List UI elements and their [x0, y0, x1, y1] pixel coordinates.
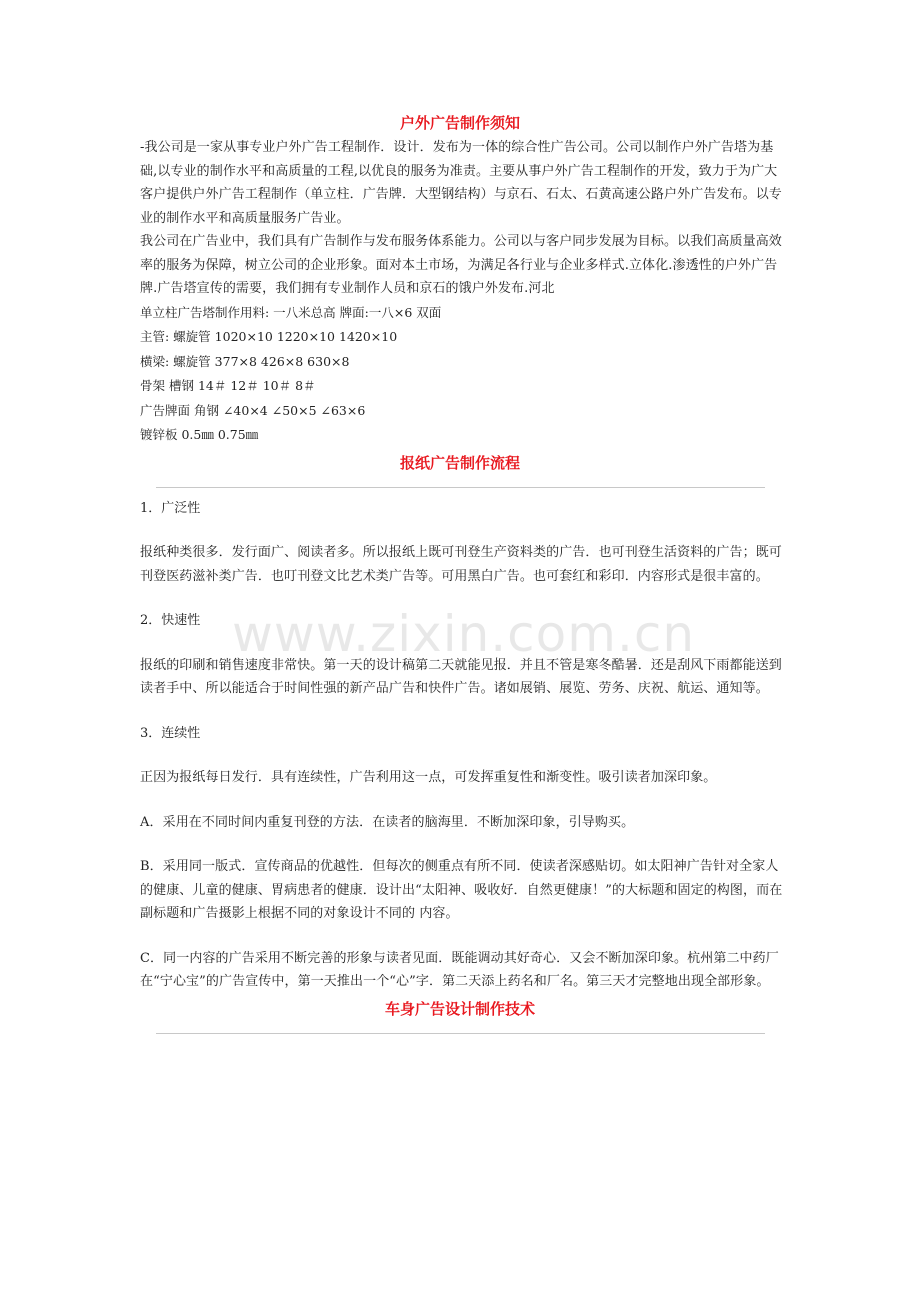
- section-title-outdoor: 户外广告制作须知: [399, 114, 520, 132]
- spec-line: 横梁: 螺旋管 377×8 426×8 630×8: [140, 353, 350, 369]
- paragraph-service: 我公司在广告业中，我们具有广告制作与发布服务体系能力。公司以与客户同步发展为目标。以我们高质量高效率的服务为保障，树立公司的企业形象。面对本土市场，为满足各行业与企业多样式.立体化.渗透性的户外广告牌.广告塔宣传的需要，我们拥有专业制作人员和京石的饿户外发布.河北: [140, 234, 782, 296]
- divider: [156, 487, 765, 488]
- spec-line: 主管: 螺旋管 1020×10 1220×10 1420×10: [140, 329, 398, 344]
- watermark: www.zixin.com.cn: [232, 605, 696, 663]
- item-paragraph: 报纸种类很多．发行面广、阅读者多。所以报纸上既可刊登生产资料类的广告．也可刊登生活资料的广告；既可刊登医药滋补类广告．也叮刊登文比艺术类广告等。可用黑白广告。也可套红和彩印．内容形式是很丰富的。: [140, 545, 782, 584]
- document-body: [140, 112, 790, 1034]
- spec-line: 镀锌板 0.5㎜ 0.75㎜: [140, 427, 259, 442]
- item-heading: 2．快速性: [140, 613, 201, 628]
- spec-line: 广告牌面 角钢 ∠40×4 ∠50×5 ∠63×6: [140, 402, 366, 418]
- spec-line: 单立柱广告塔制作用料: 一八米总高 牌面:一八×6 双面: [140, 304, 442, 320]
- item-paragraph: 正因为报纸每日发行．具有连续性，广告利用这一点，可发挥重复性和渐变性。吸引读者加深印象。: [140, 770, 717, 785]
- divider: [156, 1033, 765, 1034]
- section-title-vehicle: 车身广告设计制作技术: [384, 999, 535, 1018]
- paragraph-intro: -我公司是一家从事专业户外广告工程制作．设计．发布为一体的综合性广告公司。公司以制作户外广告塔为基础,以专业的制作水平和高质量的工程,以优良的服务为准责。主要从事户外广告工程制作的开发，致力于为广大客户提供户外广告工程制作（单立柱．广告牌．大型钢结构）与京石、石太、石黄高速公路户外广告发布。以专业的制作水平和高质量服务广告业。: [140, 140, 782, 226]
- section-title-newspaper: 报纸广告制作流程: [399, 453, 520, 472]
- item-heading: 1．广泛性: [140, 500, 201, 516]
- spec-line: 骨架 槽钢 14＃ 12＃ 10＃ 8＃: [140, 378, 316, 393]
- item-paragraph: A．采用在不同时间内重复刊登的方法．在读者的脑海里．不断加深印象，引导购买。: [140, 814, 635, 830]
- item-paragraph: B．采用同一版式．宣传商品的优越性．但每次的侧重点有所不同．使读者深感贴切。如太阳神广告针对全家人的健康、儿童的健康、胃病患者的健康．设计出“太阳神、吸收好．自然更健康！”的大标题和固定的构图，而在副标题和广告摄影上根据不同的对象设计不同的 内容。: [140, 859, 783, 921]
- item-heading: 3．连续性: [140, 725, 201, 741]
- item-paragraph: 报纸的印刷和销售速度非常快。第一天的设计稿第二天就能见报．并且不管是寒冬酷暑．还是刮风下雨都能送到读者手中、所以能适合于时间性强的新产品广告和快件广告。诸如展销、展览、劳务、庆祝、航运、通知等。: [140, 657, 782, 696]
- item-paragraph: C．同一内容的广告采用不断完善的形象与读者见面．既能调动其好奇心．又会不断加深印象。杭州第二中药厂在“宁心宝”的广告宣传中，第一天推出一个“心”字．第二天添上药名和厂名。第三天才完整地出现全部形象。: [140, 950, 779, 989]
